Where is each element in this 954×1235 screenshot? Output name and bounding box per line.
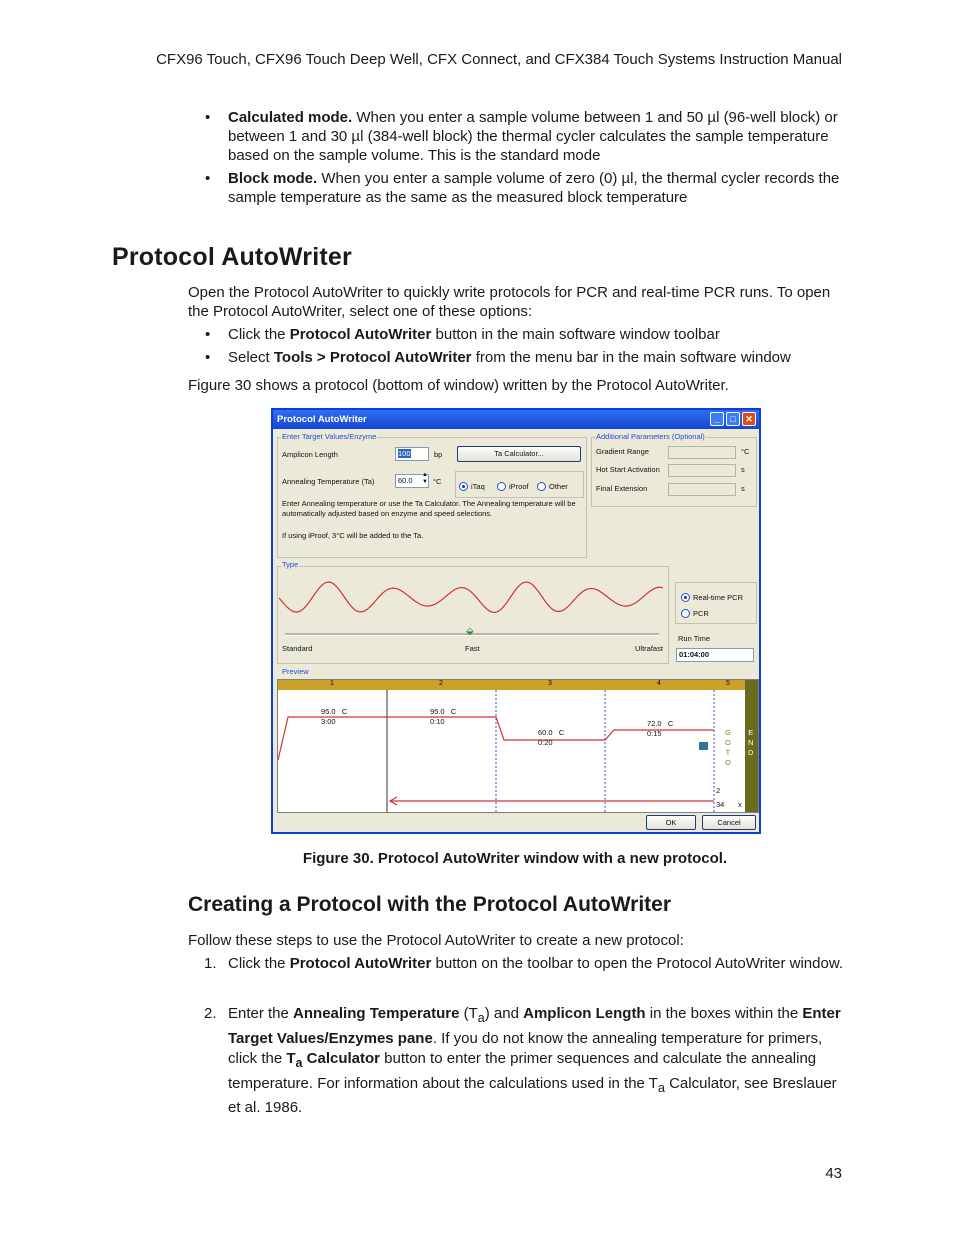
- step-3-time: 0:20: [538, 738, 553, 747]
- window-title: Protocol AutoWriter: [277, 414, 367, 425]
- window-title-bar: [273, 410, 759, 429]
- run-type-pcr[interactable]: PCR: [681, 609, 709, 618]
- iproof-note: If using iProof, 3°C will be added to the Ta.: [282, 531, 424, 540]
- gradient-range-label: Gradient Range: [596, 447, 649, 456]
- protocol-autowriter-window: [271, 408, 761, 834]
- figure-caption: Figure 30. Protocol AutoWriter window with a new protocol.: [302, 850, 728, 867]
- annealing-temp-label: Annealing Temperature (Ta): [282, 477, 375, 486]
- preview-graph: [278, 680, 758, 812]
- step-2: 2. Enter the Annealing Temperature $(T_a)$ and Amplicon Length in the boxes within the Enter Target Values/Enzymes pane. If you do not know the annealing temperature for primers, click the $T_a$ Calculator button to enter the primer sequences and calculate the annealing temperature. For information about the calculations used in the $T_a$ Calculator, see Breslauer et al. 1986.: [204, 1005, 841, 1116]
- preview-group-label: Preview: [282, 667, 309, 676]
- goto-count: 34: [716, 800, 725, 809]
- subsection-title: Creating a Protocol with the Protocol AutoWriter: [188, 893, 672, 916]
- hot-start-input[interactable]: [668, 464, 736, 477]
- step-1: 1. Click the Protocol AutoWriter button on the toolbar to open the Protocol AutoWriter window.: [204, 955, 844, 972]
- target-values-group-label: Enter Target Values/Enzyme: [282, 432, 377, 441]
- step-number: 2: [439, 680, 443, 687]
- gradient-range-input[interactable]: [668, 446, 736, 459]
- spin-arrows-icon[interactable]: ▲ ▼: [422, 472, 428, 485]
- step-1-temp: 95.0 C: [321, 707, 348, 716]
- step-number: 3: [548, 680, 552, 687]
- enzyme-other[interactable]: Other: [537, 482, 568, 491]
- option-menu: • Select Tools > Protocol AutoWriter from the menu bar in the main software window: [205, 349, 791, 366]
- step-number: 5: [726, 680, 730, 687]
- bullet-block-mode: • Block mode. When you enter a sample volume of zero (0) µl, the thermal cycler records the sample temperature as the same as the measured block temperature: [205, 170, 840, 206]
- intro-paragraph: Open the Protocol AutoWriter to quickly write protocols for PCR and real-time PCR runs. To open the Protocol AutoWriter, select one of these options:: [188, 284, 831, 320]
- annealing-note: Enter Annealing temperature or use the Ta Calculator. The Annealing temperature will be automatically adjusted based on enzyme and speed selections.: [282, 499, 576, 518]
- option-toolbar: • Click the Protocol AutoWriter button in the main software window toolbar: [205, 326, 720, 343]
- minimize-icon[interactable]: _: [710, 412, 724, 426]
- figure-reference: Figure 30 shows a protocol (bottom of window) written by the Protocol AutoWriter.: [188, 377, 729, 394]
- close-icon[interactable]: ✕: [742, 412, 756, 426]
- waveform-trace: [279, 582, 663, 612]
- final-extension-unit: s: [741, 484, 745, 493]
- cancel-button[interactable]: Cancel: [702, 815, 756, 830]
- ta-calculator-button[interactable]: Ta Calculator...: [457, 446, 581, 462]
- step-4-time: 0:15: [647, 729, 662, 738]
- maximize-icon[interactable]: □: [726, 412, 740, 426]
- radio-icon: [681, 593, 690, 602]
- section-title: Protocol AutoWriter: [112, 243, 352, 271]
- radio-icon: [459, 482, 468, 491]
- annealing-temp-input[interactable]: 60.0: [395, 474, 429, 488]
- gradient-unit: °C: [741, 447, 750, 456]
- radio-icon: [537, 482, 546, 491]
- annealing-unit: °C: [433, 477, 442, 486]
- end-label: E N D: [748, 728, 754, 757]
- goto-step: 2: [716, 786, 721, 795]
- speed-fast-label: Fast: [465, 644, 480, 653]
- speed-standard-label: Standard: [282, 644, 313, 653]
- hot-start-unit: s: [741, 465, 745, 474]
- goto-label: G O T O: [725, 728, 731, 767]
- step-4-temp: 72.0 C: [647, 719, 674, 728]
- radio-icon: [681, 609, 690, 618]
- goto-times: x: [738, 800, 742, 809]
- run-type-realtime[interactable]: Real-time PCR: [681, 593, 743, 602]
- amplicon-length-label: Amplicon Length: [282, 450, 338, 459]
- run-time-value: 01:04:00: [676, 648, 754, 662]
- step-1-time: 3:00: [321, 717, 336, 726]
- step-2-temp: 95.0 C: [430, 707, 457, 716]
- step-3-temp: 60.0 C: [538, 728, 565, 737]
- additional-params-label: Additional Parameters (Optional): [596, 432, 705, 441]
- protocol-preview: [277, 679, 759, 813]
- ok-button[interactable]: OK: [646, 815, 696, 830]
- run-time-label: Run Time: [678, 634, 711, 643]
- enzyme-itaq[interactable]: iTaq: [459, 482, 485, 491]
- steps-intro: Follow these steps to use the Protocol AutoWriter to create a new protocol:: [188, 932, 684, 949]
- speed-waveform: [279, 572, 665, 624]
- slider-thumb-icon[interactable]: ⬙: [466, 626, 474, 637]
- page-number: 43: [825, 1165, 842, 1182]
- camera-icon: [699, 742, 708, 750]
- step-number: 1: [330, 680, 334, 687]
- step-2-time: 0:10: [430, 717, 445, 726]
- running-header: CFX96 Touch, CFX96 Touch Deep Well, CFX Connect, and CFX384 Touch Systems Instruction Manual: [156, 51, 842, 68]
- hot-start-label: Hot Start Activation: [596, 465, 660, 474]
- step-number: 4: [657, 680, 661, 687]
- final-extension-label: Final Extension: [596, 484, 648, 493]
- bullet-calculated-mode: • Calculated mode. When you enter a sample volume between 1 and 50 µl (96-well block) or between 1 and 30 µl (384-well block) the thermal cycler calculates the sample temperature based on the sample volume. This is the standard mode: [205, 109, 838, 164]
- step-header-bar: [278, 680, 745, 690]
- speed-ultrafast-label: Ultrafast: [635, 644, 663, 653]
- enzyme-iproof[interactable]: iProof: [497, 482, 529, 491]
- final-extension-input[interactable]: [668, 483, 736, 496]
- radio-icon: [497, 482, 506, 491]
- type-group-label: Type: [282, 560, 299, 569]
- amplicon-unit: bp: [434, 450, 443, 459]
- amplicon-length-input[interactable]: 100: [395, 447, 429, 461]
